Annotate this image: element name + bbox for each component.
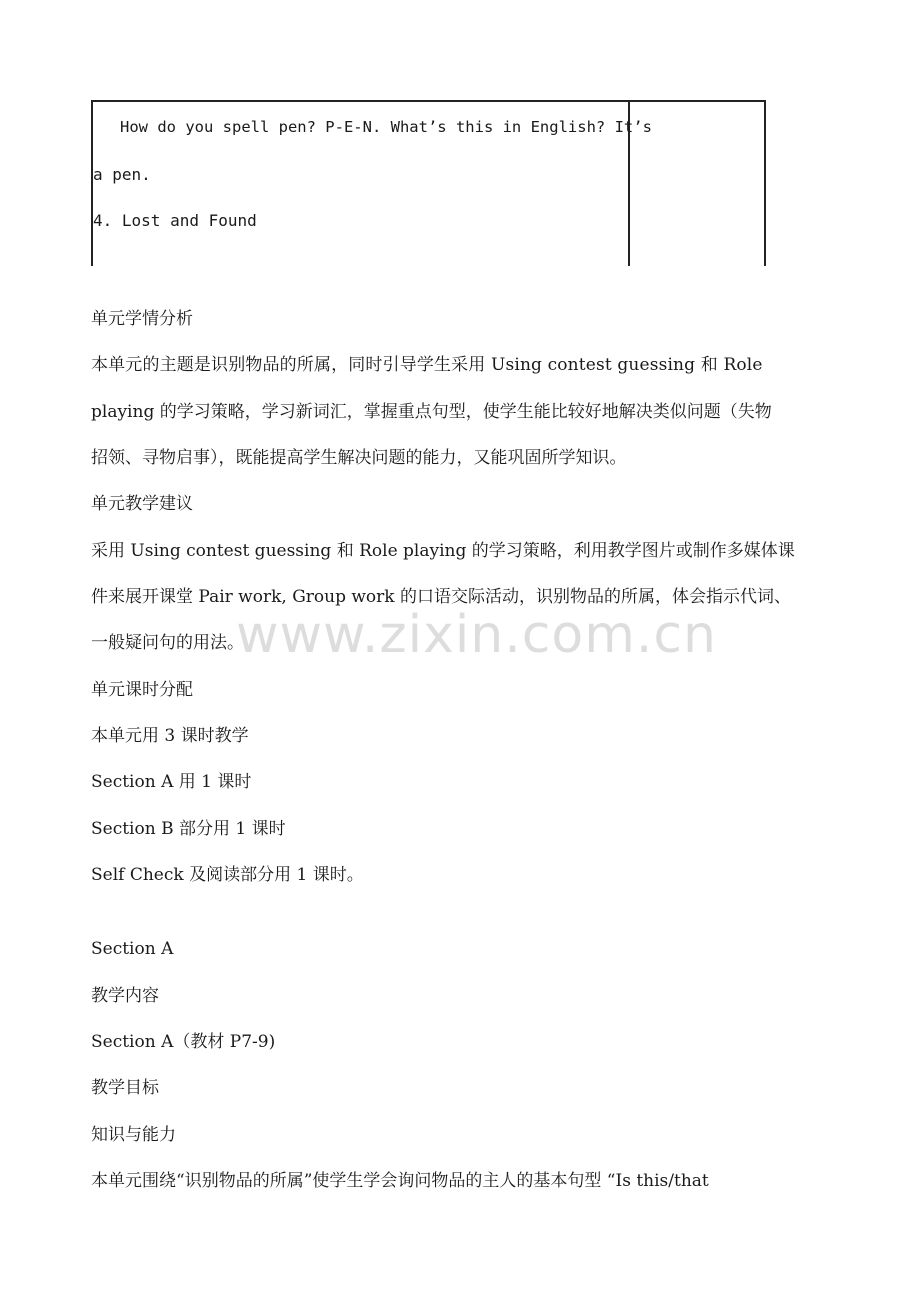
paragraph-line: 本单元用 3 课时教学: [91, 726, 249, 746]
watermark: www.zixin.com.cn: [236, 605, 717, 665]
table-cell-text-line: a pen.: [93, 165, 151, 184]
heading-section-a: Section A: [91, 939, 174, 959]
paragraph-line: Section A 用 1 课时: [91, 772, 252, 792]
paragraph-line: Section B 部分用 1 课时: [91, 819, 286, 839]
paragraph-line: 本单元围绕“识别物品的所属”使学生学会询问物品的主人的基本句型 “Is this/that: [91, 1171, 709, 1191]
paragraph-line: 本单元的主题是识别物品的所属，同时引导学生采用 Using contest guessing 和 Role: [91, 355, 763, 375]
heading-objectives: 教学目标: [91, 1078, 159, 1098]
heading-suggestion: 单元教学建议: [91, 494, 193, 514]
heading-content: 教学内容: [91, 986, 159, 1006]
paragraph-line: Self Check 及阅读部分用 1 课时。: [91, 865, 364, 885]
paragraph-line: playing 的学习策略，学习新词汇，掌握重点句型，使学生能比较好地解决类似问题（失物: [91, 402, 772, 422]
table-fragment: [91, 100, 766, 266]
table-cell-text-line: How do you spell pen? P-E-N. What’s this in English? It’s: [120, 118, 652, 136]
heading-analysis: 单元学情分析: [91, 309, 193, 329]
paragraph-line: 一般疑问句的用法。: [91, 633, 244, 653]
paragraph-line: 招领、寻物启事），既能提高学生解决问题的能力，又能巩固所学知识。: [91, 448, 627, 468]
heading-allocation: 单元课时分配: [91, 680, 193, 700]
heading-knowledge: 知识与能力: [91, 1125, 176, 1145]
paragraph-line: 采用 Using contest guessing 和 Role playing 的学习策略，利用教学图片或制作多媒体课: [91, 541, 795, 561]
paragraph-line: Section A（教材 P7-9): [91, 1032, 276, 1052]
paragraph-line: 件来展开课堂 Pair work, Group work 的口语交际活动，识别物品的所属，体会指示代词、: [91, 587, 791, 607]
table-cell-text-line: 4. Lost and Found: [93, 211, 257, 230]
